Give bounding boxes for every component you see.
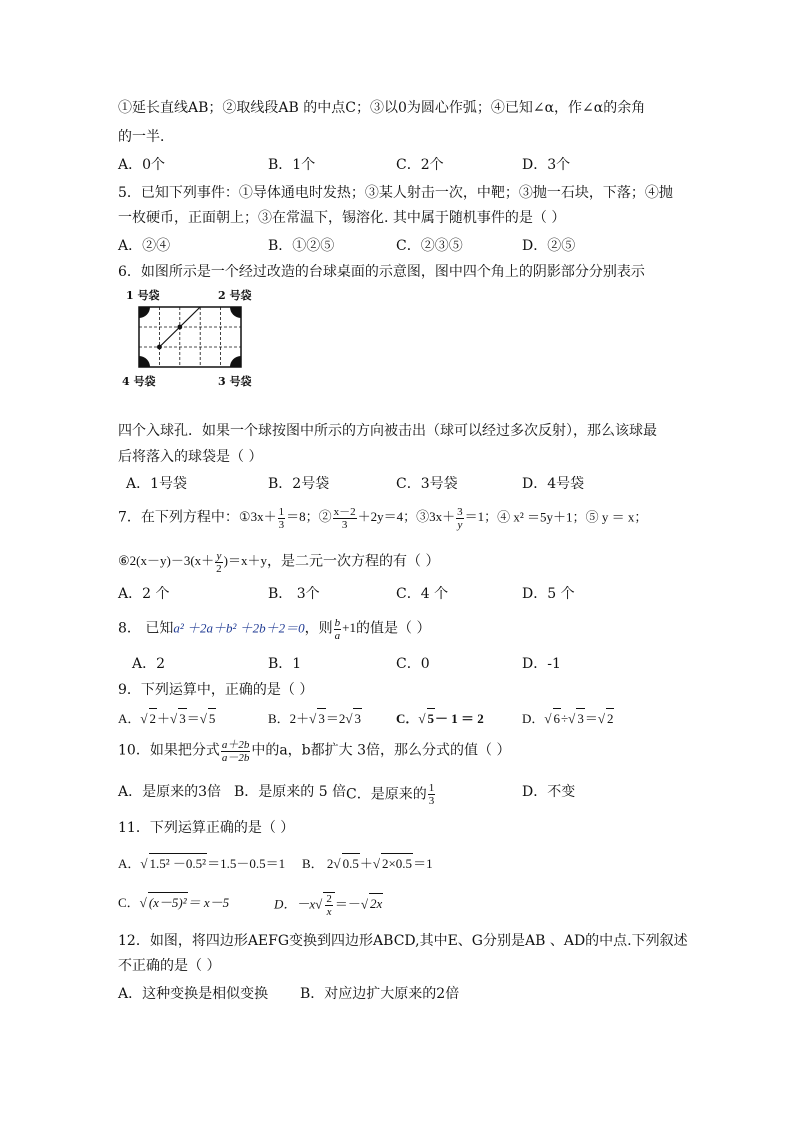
q9-option-b: B．2＋√ 3＝2√ 3 bbox=[268, 708, 362, 729]
q8-start: 8． 已知 bbox=[118, 620, 174, 637]
q7-eq6: ⑥2(x－y)－3(x＋ $\frac{y}{2}$ )＝x＋y bbox=[118, 550, 267, 575]
pocket-4-label: 4 号袋 bbox=[122, 375, 156, 388]
q11-option-a: A．√ 1.5² －0.5²＝1.5－0.5＝1 bbox=[118, 853, 285, 874]
q6-line1: 6．如图所示是一个经过改造的台球桌面的示意图，图中四个角上的阴影部分分别表示 bbox=[118, 264, 645, 280]
q10-start: 10．如果把分式 bbox=[118, 742, 220, 759]
q10-option-d: D．不变 bbox=[522, 784, 576, 800]
q6-option-b: B．2号袋 bbox=[268, 476, 330, 492]
q5-option-a: A．②④ bbox=[118, 238, 171, 254]
q8-line bbox=[118, 617, 430, 642]
q11-option-c: C．√ (x－5)²＝ x－5 bbox=[118, 892, 229, 913]
q6-option-c: C．3号袋 bbox=[396, 476, 458, 492]
q6-option-d: D．4号袋 bbox=[522, 476, 585, 492]
q7-eq5: ⑤ y ＝ x； bbox=[585, 509, 648, 525]
q5-line2: 一枚硬币，正面朝上；③在常温下，锡溶化. 其中属于随机事件的是（ ） bbox=[118, 210, 566, 226]
pocket-3-label: 3 号袋 bbox=[218, 375, 252, 388]
q5-option-d: D．②⑤ bbox=[522, 238, 576, 254]
q7-eq1: ①3x＋ $\frac{1}{3}$ ＝8； bbox=[238, 506, 319, 531]
q8-mid: ，则 bbox=[304, 620, 333, 637]
q7-stem-end: ，是二元一次方程的有（ ） bbox=[267, 553, 440, 570]
q4-option-d: D．3个 bbox=[522, 157, 571, 173]
q10-end: 中的a，b都扩大 3倍，那么分式的值（ ） bbox=[251, 742, 511, 759]
q8-equation: a² ＋2a＋b² ＋2b＋2＝0 bbox=[173, 620, 305, 636]
q12-option-b: B．对应边扩大原来的2倍 bbox=[300, 986, 460, 1002]
pocket-2-label: 2 号袋 bbox=[218, 289, 252, 302]
q7-option-d: D．5 个 bbox=[522, 586, 575, 602]
q4-line2: 的一半． bbox=[118, 129, 174, 145]
q5-option-c: C．②③⑤ bbox=[396, 238, 463, 254]
q10-option-b: B．是原来的 5 倍 bbox=[234, 784, 347, 800]
billiard-table-figure bbox=[118, 287, 268, 387]
q11-option-b: B． 2√ 0.5＋√ 2×0.5＝1 bbox=[302, 853, 433, 874]
q12-line2: 不正确的是（ ） bbox=[118, 958, 221, 974]
q11-stem: 11．下列运算正确的是（ ） bbox=[118, 820, 295, 836]
q9-option-c: C．√ 5－ 1 ＝ 2 bbox=[396, 708, 484, 729]
q7-eq3: ③3x＋ $\frac{3}{y}$ ＝1； bbox=[416, 506, 498, 531]
billiard-table-diagram bbox=[138, 306, 242, 368]
q6-line3: 后将落入的球袋是（ ） bbox=[118, 449, 263, 465]
q8-option-b: B．1 bbox=[268, 656, 302, 672]
q8-option-c: C．0 bbox=[396, 656, 430, 672]
q8-option-d: D．-1 bbox=[522, 656, 561, 672]
q12-line1: 12．如图，将四边形AEFG变换到四边形ABCD,其中E、G分别是AB 、AD的中点.下列叙述 bbox=[118, 933, 688, 949]
q5-line1: 5．已知下列事件：①导体通电时发热；③某人射击一次，中靶；③抛一石块，下落；④抛 bbox=[118, 185, 673, 201]
q7-stem-start: 7．在下列方程中： bbox=[118, 509, 239, 526]
pocket-1-label: 1 号袋 bbox=[126, 289, 160, 302]
q7-eq4: ④ x² ＝5y＋1； bbox=[497, 509, 586, 525]
q7-line1 bbox=[118, 506, 647, 531]
q11-option-d: D．－x√ $\frac{2}{x}$ ＝－√ 2x bbox=[274, 893, 383, 918]
q9-stem: 9．下列运算中，正确的是（ ） bbox=[118, 682, 314, 698]
q10-line bbox=[118, 739, 510, 764]
q4-option-c: C．2个 bbox=[396, 157, 444, 173]
q10-fraction: $\frac{a+2b}{a-2b}$ bbox=[221, 739, 250, 764]
q7-option-a: A．2 个 bbox=[118, 586, 170, 602]
q5-option-b: B．①②⑤ bbox=[268, 238, 335, 254]
q6-option-a: A．1号袋 bbox=[126, 476, 188, 492]
q12-option-a: A．这种变换是相似变换 bbox=[118, 986, 269, 1002]
q10-option-a: A．是原来的3倍 bbox=[118, 784, 222, 800]
q8-end: 的值是（ ） bbox=[356, 620, 431, 637]
q4-option-a: A．0个 bbox=[118, 157, 166, 173]
q7-eq2: ② $\frac{x-2}{3}$ ＋2y＝4； bbox=[318, 506, 417, 531]
q9-option-a: A．√ 2＋√ 3＝√ 5 bbox=[118, 708, 216, 729]
q7-line2 bbox=[118, 550, 439, 575]
q6-line2: 四个入球孔．如果一个球按图中所示的方向被击出（球可以经过多次反射），那么该球最 bbox=[118, 423, 657, 439]
q4-line1: ①延长直线AB；②取线段AB 的中点C；③以0为圆心作弧；④已知∠α，作∠α的余角 bbox=[118, 100, 646, 116]
q10-option-c: C．是原来的 $\frac{1}{3}$ bbox=[346, 782, 435, 807]
q8-option-a: A．2 bbox=[132, 656, 166, 672]
ball-start bbox=[157, 345, 162, 350]
ball-mid bbox=[177, 325, 182, 330]
q7-option-b: B． 3个 bbox=[268, 586, 320, 602]
q4-option-b: B．1个 bbox=[268, 157, 316, 173]
q9-option-d: D．√ 6÷√ 3＝√ 2 bbox=[522, 708, 614, 729]
q8-fraction: $\frac{b}{a}$ +1 bbox=[334, 617, 356, 642]
q7-option-c: C．4 个 bbox=[396, 586, 449, 602]
